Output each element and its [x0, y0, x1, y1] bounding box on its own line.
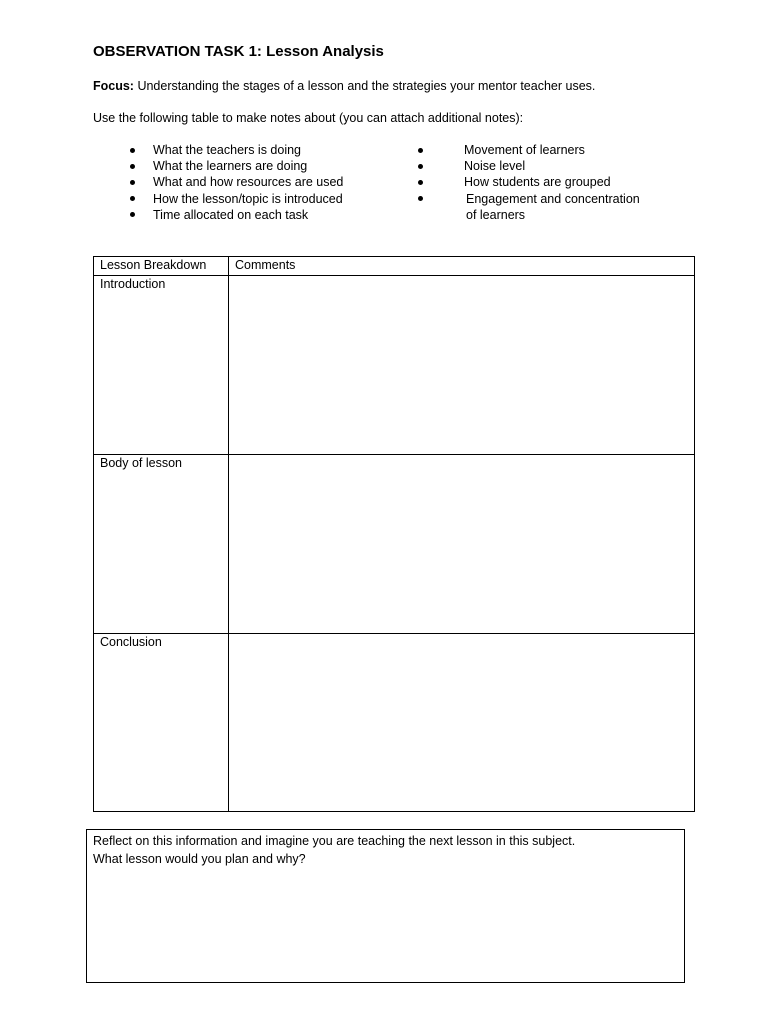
bullet-icon: [418, 180, 423, 185]
column-header-comments: Comments: [229, 257, 695, 276]
row-label-body: Body of lesson: [94, 455, 229, 634]
comment-cell-body[interactable]: [229, 455, 695, 634]
reflection-prompt-line1: Reflect on this information and imagine you are teaching the next lesson in this subject.: [93, 834, 576, 848]
table-row: [94, 634, 695, 812]
list-item-text: What the teachers is doing: [153, 143, 301, 157]
list-item-text: How students are grouped: [464, 175, 611, 190]
list-item-text: of learners: [466, 207, 526, 222]
bullet-icon: [130, 180, 135, 185]
reflection-box[interactable]: [86, 829, 685, 983]
bullet-icon: [130, 212, 135, 217]
list-item: [464, 158, 640, 174]
bullet-icon: [418, 164, 423, 169]
bullet-list-left: [153, 142, 343, 223]
bullet-icon: [418, 148, 423, 153]
reflection-prompt-line2: What lesson would you plan and why?: [93, 852, 306, 866]
focus-statement: [93, 79, 595, 93]
list-item: [153, 174, 343, 190]
bullet-icon: [130, 196, 135, 201]
list-item: [153, 158, 343, 174]
bullet-icon: [418, 196, 423, 201]
list-item-continuation: [464, 207, 640, 223]
bullet-icon: [130, 148, 135, 153]
list-item-text: Movement of learners: [464, 143, 585, 157]
list-item-text: What the learners are doing: [153, 159, 308, 174]
column-header-lesson-breakdown: Lesson Breakdown: [94, 257, 229, 276]
table-header-row: [94, 257, 695, 276]
list-item: [464, 142, 640, 158]
list-item: [153, 207, 343, 223]
row-label-conclusion: Conclusion: [94, 634, 229, 812]
bullet-icon: [130, 164, 135, 169]
instruction-text: Use the following table to make notes about (you can attach additional notes):: [93, 111, 524, 125]
list-item: [464, 174, 640, 190]
list-item: [153, 142, 343, 158]
table-row: [94, 276, 695, 455]
table-row: [94, 455, 695, 634]
comment-cell-introduction[interactable]: [229, 276, 695, 455]
list-item: [153, 191, 343, 207]
focus-text: Understanding the stages of a lesson and the strategies your mentor teacher uses.: [133, 79, 596, 93]
bullet-list-right: [464, 142, 640, 223]
page-title: OBSERVATION TASK 1: Lesson Analysis: [93, 43, 384, 60]
row-label-introduction: Introduction: [94, 276, 229, 455]
list-item-text: Engagement and concentration: [466, 191, 640, 206]
list-item-text: What and how resources are used: [153, 175, 344, 190]
list-item-text: How the lesson/topic is introduced: [153, 191, 343, 206]
focus-label: Focus:: [93, 79, 134, 93]
list-item: [464, 191, 640, 207]
list-item-text: Time allocated on each task: [153, 207, 309, 222]
list-item-text: Noise level: [464, 159, 526, 174]
comment-cell-conclusion[interactable]: [229, 634, 695, 812]
lesson-breakdown-table: [93, 256, 695, 812]
